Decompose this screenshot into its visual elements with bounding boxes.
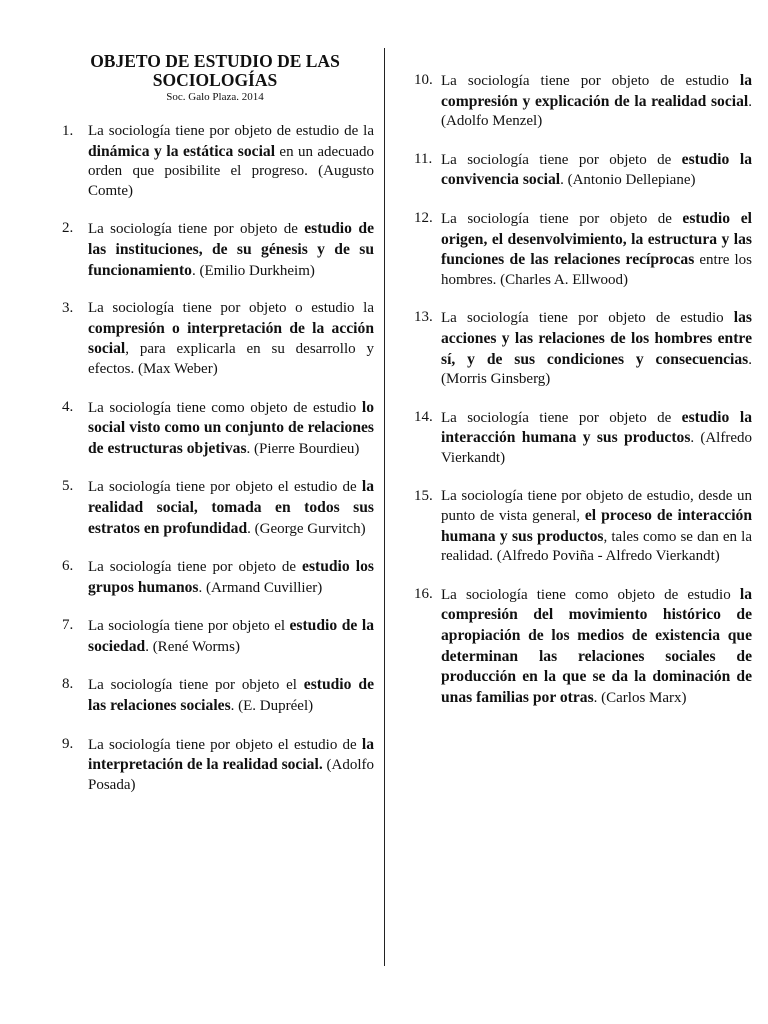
item-number: 4.	[62, 398, 74, 415]
item-text: La sociología tiene por objeto el estudio de la sociedad. (René Worms)	[88, 617, 374, 655]
list-item-5	[62, 477, 374, 539]
item-text: La sociología tiene por objeto el estudio de la interpretación de la realidad social. (Adolfo Posada)	[88, 735, 374, 793]
list-item-4	[62, 398, 374, 460]
item-text: La sociología tiene por objeto el estudio de la realidad social, tomada en todos sus estratos en profundidad. (George Gurvitch)	[88, 478, 374, 537]
item-text: La sociología tiene como objeto de estudio lo social visto como un conjunto de relaciones de estructuras objetivas. (Pierre Bourdieu)	[88, 398, 374, 457]
item-text: La sociología tiene por objeto de estudio la compresión y explicación de la realidad social. (Adolfo Menzel)	[441, 72, 752, 130]
list-item-10	[414, 71, 752, 132]
item-text: La sociología tiene por objeto de estudio la interacción humana y sus productos. (Alfredo Vierkandt)	[441, 408, 752, 466]
item-text: La sociología tiene por objeto de estudio de las instituciones, de su génesis y de su funcionamiento. (Emilio Durkheim)	[88, 220, 374, 279]
item-text: La sociología tiene por objeto de estudio, desde un punto de vista general, el proceso de interacción humana y sus productos, tales como se dan en la realidad. (Alfredo Poviña - Alfredo Vierkandt)	[441, 487, 753, 565]
list-item-11	[414, 150, 752, 191]
item-text: La sociología tiene como objeto de estudio la compresión del movimiento histórico de apropiación de los medios de existencia que determinan las relaciones sociales de producción en la que se da la dominación de unas familias por otras. (Carlos Marx)	[441, 585, 752, 706]
item-number: 14.	[414, 408, 433, 425]
column-divider	[384, 48, 385, 966]
list-item-2	[62, 219, 374, 281]
item-text: La sociología tiene por objeto el estudio de las relaciones sociales. (E. Dupréel)	[88, 676, 374, 715]
item-number: 10.	[414, 72, 433, 88]
title-line-1: OBJETO DE ESTUDIO DE LAS	[90, 51, 340, 71]
item-number: 1.	[62, 123, 74, 139]
list-item-13	[414, 308, 752, 389]
list-item-3	[62, 299, 374, 379]
item-number: 16.	[414, 585, 433, 602]
item-number: 12.	[414, 209, 433, 226]
document-title	[56, 52, 374, 90]
list-item-7	[62, 616, 374, 657]
list-item-12	[414, 209, 752, 290]
list-item-1	[62, 122, 374, 201]
title-line-2: SOCIOLOGÍAS	[152, 70, 278, 90]
item-text: La sociología tiene por objeto de estudio de la dinámica y la estática social en un adecuado orden que posibilite el progreso. (Augusto Comte)	[88, 123, 374, 199]
item-number: 3.	[62, 300, 74, 317]
list-item-6	[62, 557, 374, 598]
list-item-15	[414, 487, 752, 567]
list-item-16	[414, 585, 752, 709]
list-item-14	[414, 408, 752, 469]
item-text: La sociología tiene por objeto o estudio la compresión o interpretación de la acción social, para explicarla en su desarrollo y efectos. (Max Weber)	[88, 300, 374, 377]
item-number: 9.	[62, 735, 74, 752]
item-number: 15.	[414, 487, 433, 504]
item-text: La sociología tiene por objeto de estudio la convivencia social. (Antonio Dellepiane)	[441, 150, 752, 189]
item-text: La sociología tiene por objeto de estudio el origen, el desenvolvimiento, la estructura y las funciones de las relaciones recíprocas entre los hombres. (Charles A. Ellwood)	[441, 209, 753, 288]
item-number: 8.	[62, 676, 74, 693]
list-item-8	[62, 675, 374, 716]
item-number: 13.	[414, 309, 433, 326]
item-number: 6.	[62, 558, 74, 575]
item-text: La sociología tiene por objeto de estudio las acciones y las relaciones de los hombres entre sí, y de sus condiciones y consecuencias. (Morris Ginsberg)	[441, 309, 752, 388]
item-number: 11.	[414, 150, 433, 167]
item-number: 7.	[62, 617, 74, 634]
item-text: La sociología tiene por objeto de estudio los grupos humanos. (Armand Cuvillier)	[88, 558, 374, 596]
right-column	[414, 71, 752, 726]
document-subtitle: Soc. Galo Plaza. 2014	[166, 91, 264, 103]
item-number: 5.	[62, 478, 74, 495]
item-number: 2.	[62, 220, 74, 237]
list-item-9	[62, 735, 374, 796]
left-column	[62, 52, 374, 813]
